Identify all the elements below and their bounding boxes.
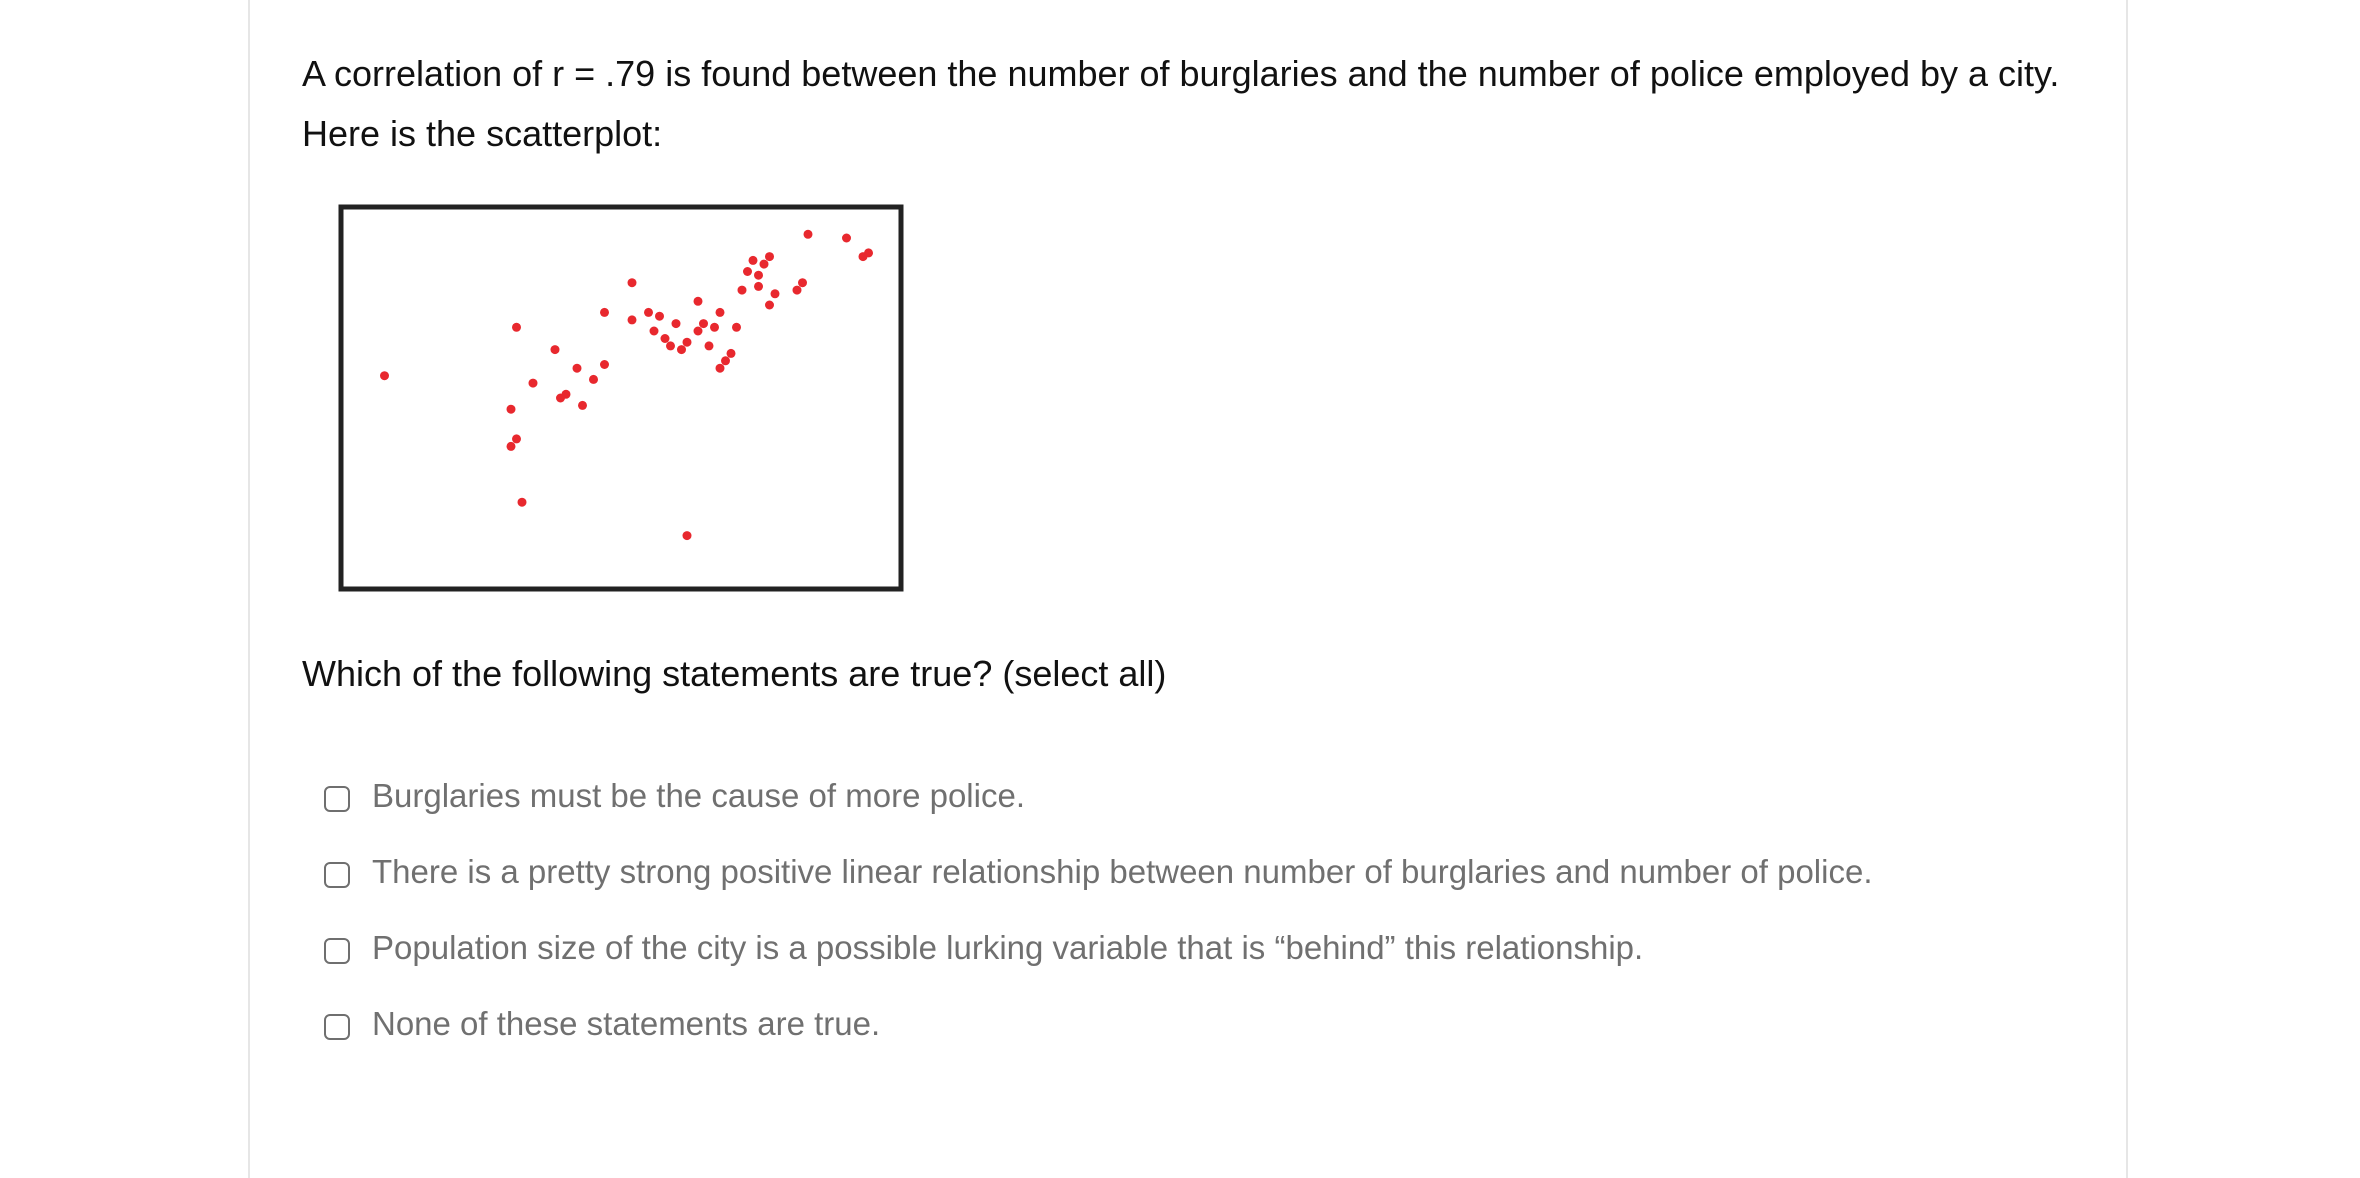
scatter-point [628,315,637,324]
option-4[interactable] [324,986,1873,1062]
scatter-point [771,289,780,298]
scatter-point [683,531,692,540]
scatter-point [694,297,703,306]
option-2-label[interactable]: There is a pretty strong positive linear relationship between number of burglaries and number of police. [372,853,1873,890]
scatter-point [732,323,741,332]
scatter-point [512,323,521,332]
question-panel [248,0,2128,1178]
scatter-point [573,364,582,373]
scatter-point [716,364,725,373]
scatter-point [628,278,637,287]
scatter-point [842,234,851,243]
scatter-point [798,278,807,287]
plot-frame [341,207,901,589]
scatter-point [705,341,714,350]
option-3[interactable] [324,910,1873,986]
option-1-label[interactable]: Burglaries must be the cause of more police. [372,777,1025,814]
scatter-point [655,312,664,321]
scatter-point [578,401,587,410]
scatter-point [699,319,708,328]
scatter-point [380,371,389,380]
scatter-point [749,256,758,265]
scatter-point [551,345,560,354]
option-3-label[interactable]: Population size of the city is a possible lurking variable that is “behind” this relationship. [372,929,1644,966]
question-prompt: Which of the following statements are true? (select all) [302,653,1167,694]
scatter-point [562,390,571,399]
option-4-checkbox[interactable] [324,1014,350,1040]
scatter-point [804,230,813,239]
option-1-checkbox[interactable] [324,786,350,812]
scatter-point [529,379,538,388]
scatter-point [793,286,802,295]
scatter-point [727,349,736,358]
scatter-point [738,286,747,295]
scatter-point [721,356,730,365]
scatter-point [512,434,521,443]
scatter-point [765,252,774,261]
question-text: A correlation of r = .79 is found between the number of burglaries and the number of police employed by a city. Here is the scatterplot: [302,53,2060,154]
option-2-checkbox[interactable] [324,862,350,888]
scatter-point [760,260,769,269]
answer-options [324,758,1873,1062]
scatterplot-svg [338,204,904,592]
scatter-point [694,327,703,336]
scatter-point [716,308,725,317]
scatter-point [743,267,752,276]
scatter-point [507,405,516,414]
option-4-label[interactable]: None of these statements are true. [372,1005,881,1042]
scatter-point [710,323,719,332]
scatter-point [507,442,516,451]
scatter-point [677,345,686,354]
option-1[interactable] [324,758,1873,834]
scatter-point [661,334,670,343]
scatter-point [754,271,763,280]
scatterplot [338,204,904,592]
scatter-point [666,341,675,350]
scatter-point [518,498,527,507]
scatter-point [650,327,659,336]
scatter-point [672,319,681,328]
scatter-point [864,248,873,257]
scatter-point [600,360,609,369]
scatter-point [644,308,653,317]
scatter-point [683,338,692,347]
scatter-point [589,375,598,384]
scatter-point [600,308,609,317]
option-2[interactable] [324,834,1873,910]
option-3-checkbox[interactable] [324,938,350,964]
scatter-point [765,301,774,310]
scatter-point [754,282,763,291]
